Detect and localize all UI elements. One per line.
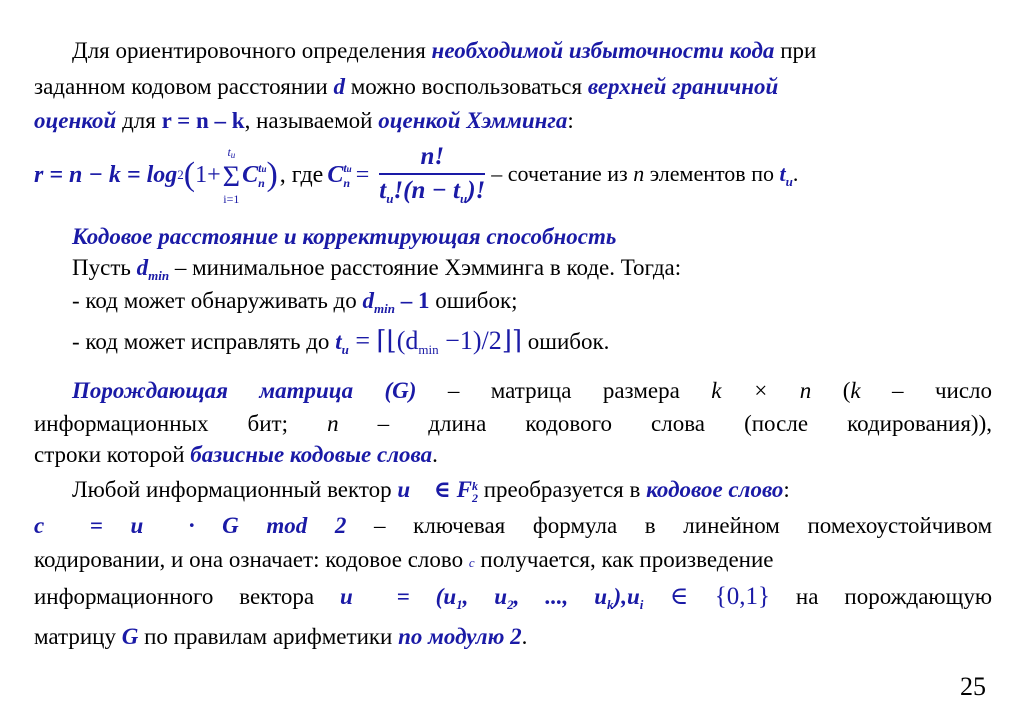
u-part-3: , ..., u xyxy=(513,584,608,609)
u-sub-2: 2 xyxy=(507,597,514,612)
formula-u-vector xyxy=(340,584,627,612)
generator-line-3 xyxy=(34,440,992,470)
page-number: 25 xyxy=(960,672,986,701)
var-ui: u xyxy=(626,584,640,609)
text: – длина кодового слова (после кодирования)), xyxy=(338,411,992,436)
binom-indices-2 xyxy=(343,161,351,190)
den-sub: u xyxy=(386,191,394,206)
var-dmin-sub: min xyxy=(374,301,395,316)
text: ошибок; xyxy=(429,288,518,313)
text: преобразуется в xyxy=(477,477,647,502)
vector-line-5 xyxy=(34,622,992,652)
vector-line-3 xyxy=(34,545,992,578)
term-basis-words: базисные кодовые слова xyxy=(190,442,433,467)
formula-one-plus: 1+ xyxy=(195,161,221,188)
minus-one: – 1 xyxy=(394,288,430,313)
var-tu-sub: u xyxy=(341,342,349,357)
tail-t: t xyxy=(779,160,786,186)
floor-sub: min xyxy=(418,342,439,357)
var-dmin-sub: min xyxy=(148,268,170,283)
text: получается, как произведение xyxy=(474,547,774,572)
text: при xyxy=(774,38,817,63)
term-codeword: кодовое слово xyxy=(646,477,784,502)
u-sub-1: 1 xyxy=(456,597,463,612)
den-end: )! xyxy=(467,177,486,204)
paragraph-1-line-3 xyxy=(34,106,992,136)
paragraph-1-line-1 xyxy=(72,36,992,66)
var-dmin: d xyxy=(136,255,149,280)
fraction-numerator: n! xyxy=(379,143,485,175)
floor-expression: = ⌈⌊(d xyxy=(348,326,419,355)
formula-u-in-f: u⃗ ∈ F xyxy=(397,477,472,502)
vector-line-1 xyxy=(72,475,992,505)
vector-line-4 xyxy=(34,582,992,620)
c-sup-sub: u xyxy=(261,163,267,174)
paragraph-1-line-2 xyxy=(34,72,992,102)
text: – число xyxy=(860,378,993,403)
text: ошибок. xyxy=(522,329,610,354)
c-sup-sub-2: u xyxy=(346,163,352,174)
text: , называемой xyxy=(244,108,379,133)
text: матрицу xyxy=(34,624,122,649)
var-G: G xyxy=(121,624,139,649)
text: – ключевая формула в линейном помехоустойчивом xyxy=(346,513,992,538)
den-rest: !(n − t xyxy=(393,177,460,204)
binom-c: C xyxy=(242,161,259,188)
sum-top: t xyxy=(227,144,231,159)
text: информационного вектора xyxy=(34,584,341,609)
paren-close: ) xyxy=(266,156,278,193)
text: на порождающую xyxy=(770,584,992,609)
text: Для ориентировочного определения xyxy=(72,38,432,63)
vector-line-2 xyxy=(34,511,992,541)
generator-line-2 xyxy=(34,409,992,439)
text: Пусть xyxy=(72,255,137,280)
text: информационных бит; xyxy=(34,411,328,436)
text: ( xyxy=(811,378,851,403)
equals: = xyxy=(355,161,370,188)
u-part-2: , u xyxy=(462,584,508,609)
var-tu: t xyxy=(335,329,342,354)
paren-open: ( xyxy=(183,156,196,193)
u-part-4: ), xyxy=(613,584,627,609)
text: по правилам арифметики xyxy=(138,624,399,649)
text: кодировании, и она означает: кодовое слово xyxy=(34,547,469,572)
tail-text-2: элементов по xyxy=(644,160,780,186)
text: – матрица размера xyxy=(416,378,712,403)
c-sub-2: n xyxy=(343,175,351,190)
den-sub2: u xyxy=(459,191,468,206)
term-upper-bound: верхней граничной xyxy=(587,74,779,99)
text: заданном кодовом расстоянии xyxy=(34,74,334,99)
size-k-n: k × n xyxy=(711,378,812,403)
den-t: t xyxy=(379,177,387,204)
text: - код может обнаруживать до xyxy=(72,288,363,313)
tail-t-sub: u xyxy=(785,173,793,189)
text: : xyxy=(783,477,790,502)
tail-text: – сочетание из xyxy=(491,160,634,186)
var-ui-sub: i xyxy=(639,597,644,612)
term-generator-matrix: Порождающая матрица (G) xyxy=(72,378,417,403)
tail-end: . xyxy=(792,160,799,186)
set-01: ∈ {0,1} xyxy=(643,583,770,610)
formula-lhs: r = n − k = log xyxy=(34,161,178,188)
term-hamming-bound: оценкой Хэмминга xyxy=(378,108,568,133)
sum-bottom: i=1 xyxy=(223,191,240,206)
u-sub-k: k xyxy=(607,597,614,612)
text: Любой информационный вектор xyxy=(72,477,398,502)
term-redundancy: необходимой избыточности кода xyxy=(431,38,775,63)
sigma: Σ xyxy=(222,159,241,193)
var-dmin: d xyxy=(362,288,375,313)
dmin-line-2 xyxy=(72,286,992,324)
text: . xyxy=(521,624,528,649)
section-title: Кодовое расстояние и корректирующая способность xyxy=(72,224,617,249)
floor-expression-end: −1)/2⌋⌉ xyxy=(438,326,522,355)
generator-line-1 xyxy=(72,376,992,406)
combination-text xyxy=(491,161,798,190)
text: строки которой xyxy=(34,442,191,467)
var-k: k xyxy=(850,378,861,403)
binom-c-2: C xyxy=(327,161,344,188)
dmin-line-3 xyxy=(72,326,992,365)
text: для xyxy=(116,108,162,133)
term-estimate: оценкой xyxy=(34,108,117,133)
tail-n: n xyxy=(633,160,645,186)
text: : xyxy=(567,108,574,133)
f-sub: 2 xyxy=(471,490,478,505)
text-where: , где xyxy=(279,161,324,188)
text: . xyxy=(432,442,438,467)
text: – минимальное расстояние Хэмминга в коде. Тогда: xyxy=(169,255,682,280)
c-sub: n xyxy=(258,175,265,190)
sum-symbol xyxy=(223,145,240,206)
term-mod-2: по модулю 2 xyxy=(398,624,522,649)
var-n: n xyxy=(327,411,339,436)
fraction-denominator xyxy=(379,175,485,207)
text: - код может исправлять до xyxy=(72,329,336,354)
text: можно воспользоваться xyxy=(345,74,588,99)
var-d: d xyxy=(333,74,345,99)
var-c-small: c xyxy=(468,555,475,570)
log-base: 2 xyxy=(177,167,184,182)
u-part: u⃗ = (u xyxy=(340,584,457,609)
formula-c-uG: c⃗ = u⃗ · G mod 2 xyxy=(34,513,347,538)
binom-indices xyxy=(258,161,266,190)
f-sup: k xyxy=(471,478,478,493)
hamming-formula xyxy=(34,140,798,210)
c-sup-2: t xyxy=(343,160,347,175)
c-sup: t xyxy=(258,160,262,175)
formula-r: r = n – k xyxy=(161,108,245,133)
factorial-fraction xyxy=(379,143,485,207)
sum-top-sub: u xyxy=(230,149,236,160)
